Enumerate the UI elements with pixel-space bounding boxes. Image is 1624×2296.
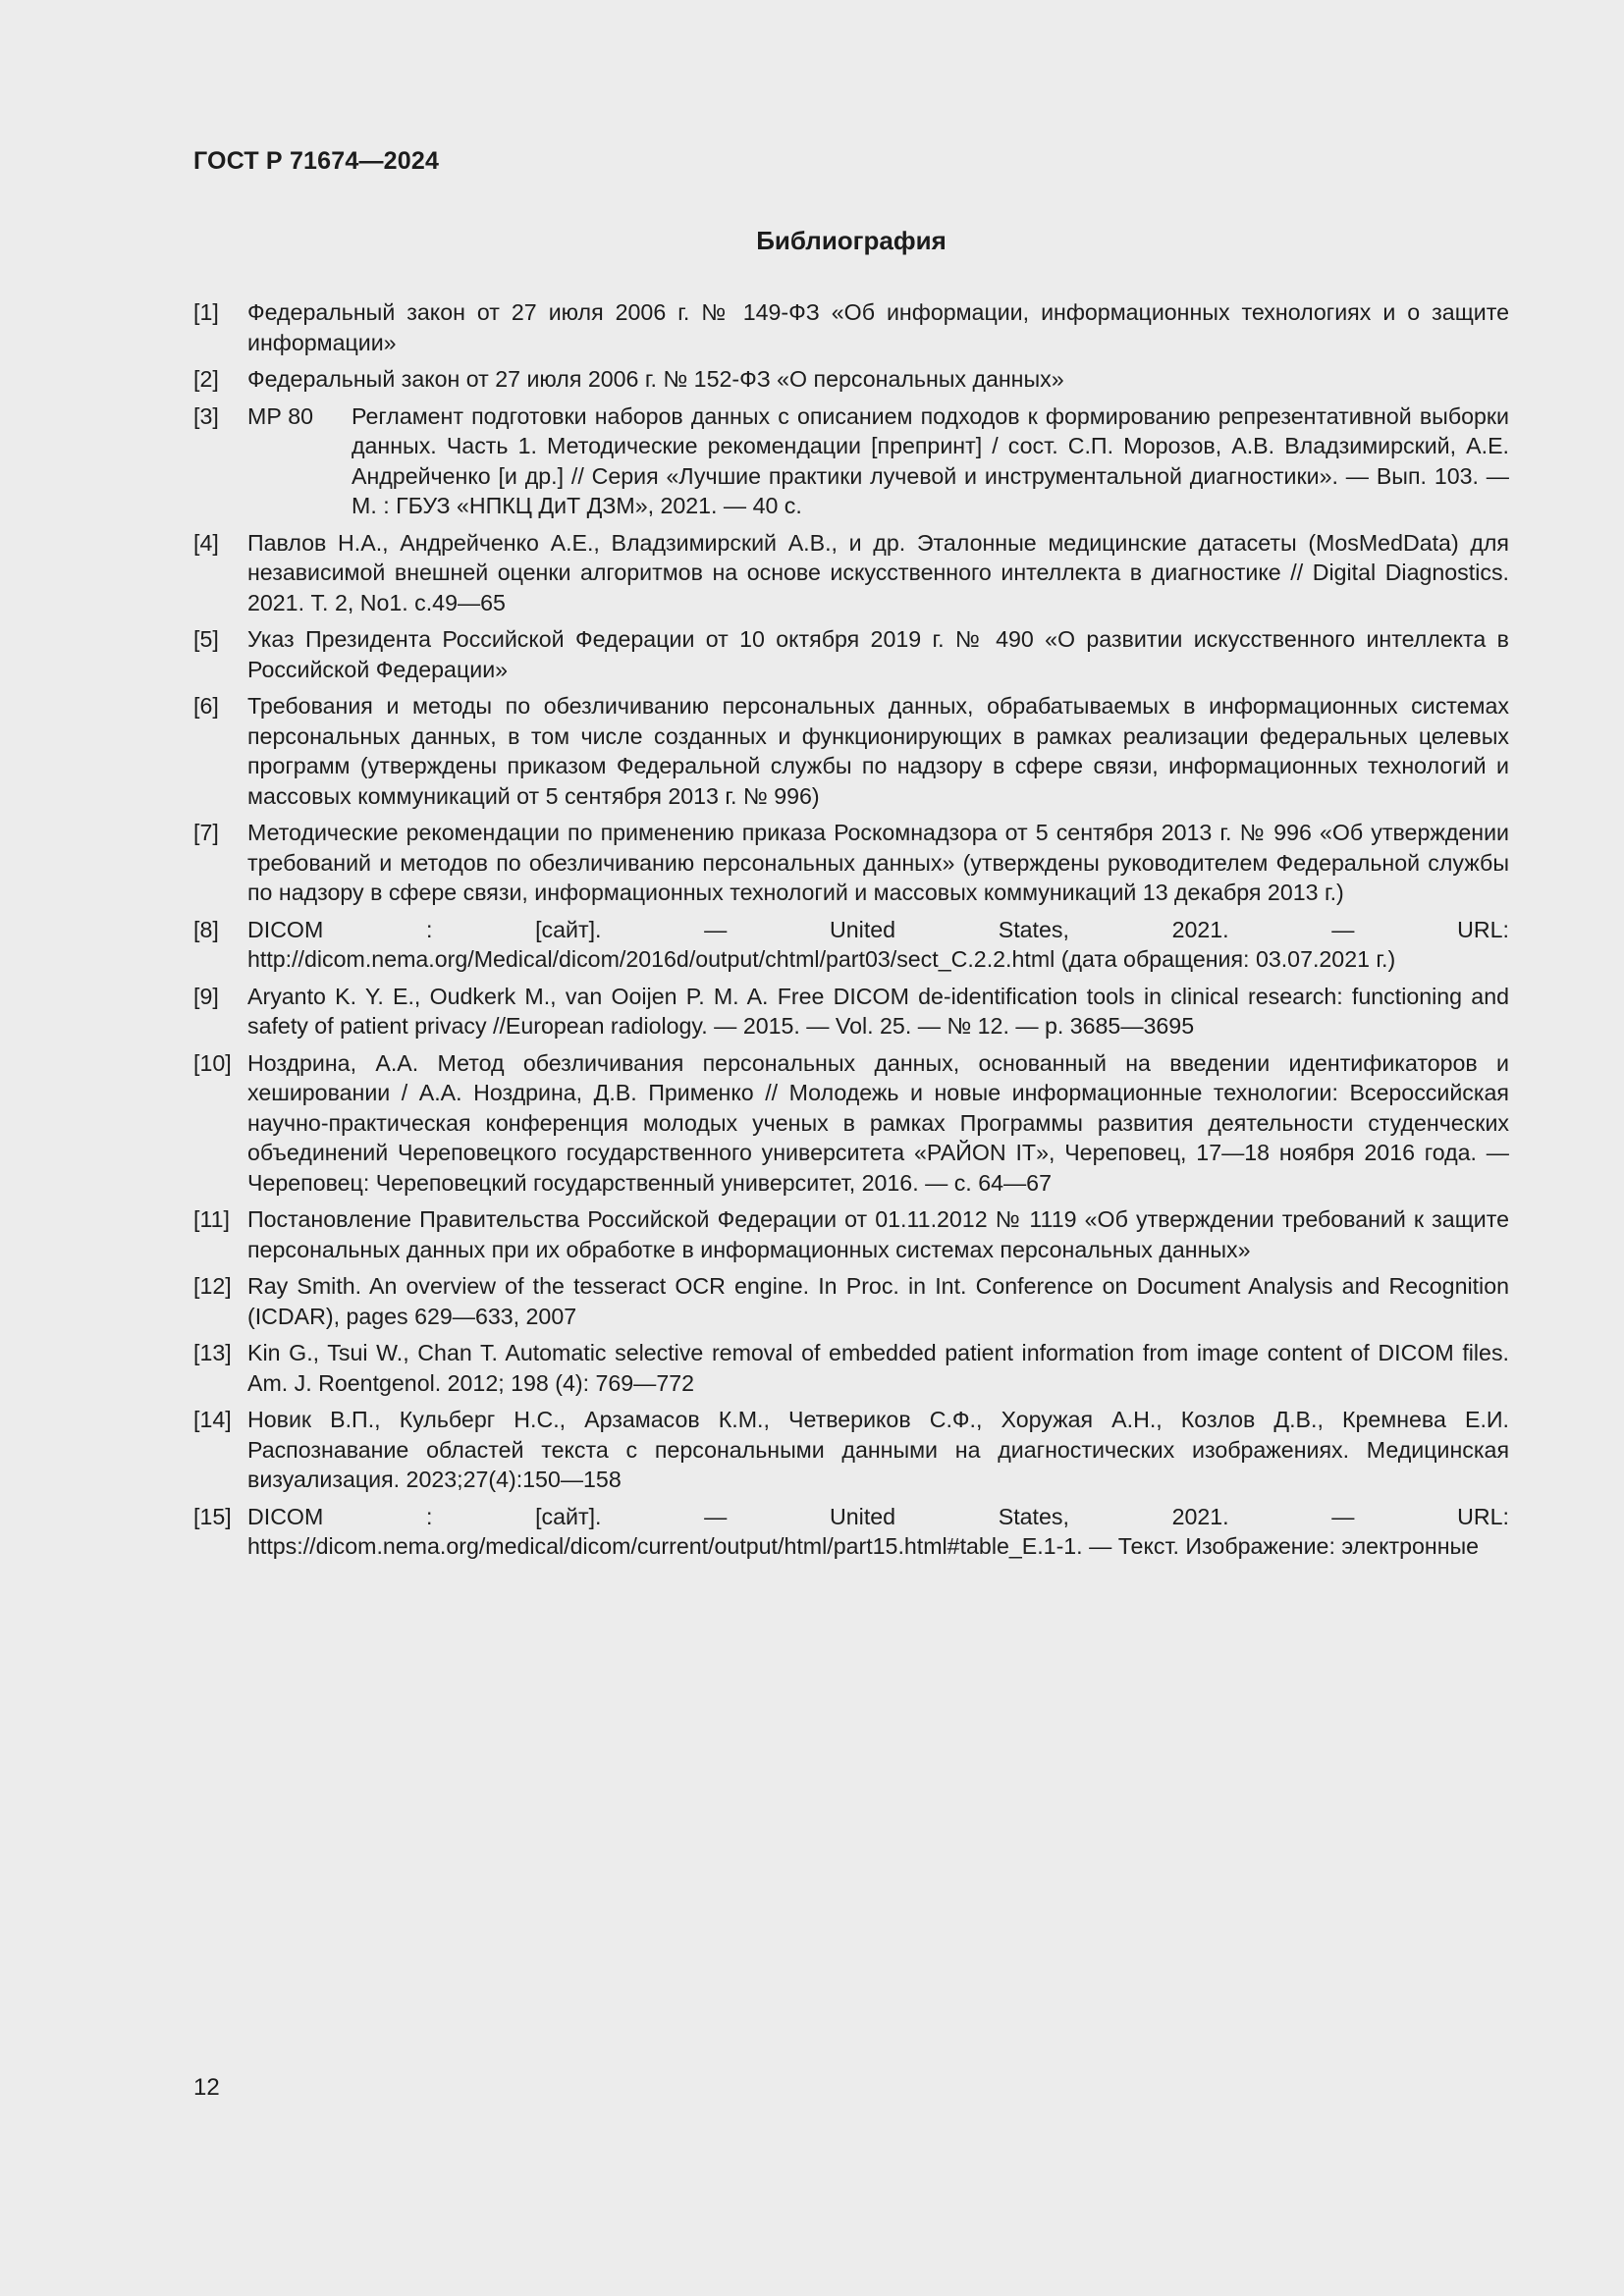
reference-number: [11] — [193, 1206, 230, 1232]
reference-number: [4] — [193, 529, 219, 556]
bibliography-item-8 — [193, 915, 1509, 975]
bibliography-item-3 — [193, 401, 1509, 521]
bibliography-item-2 — [193, 364, 1509, 395]
reference-code: МР 80 — [247, 402, 314, 429]
reference-text: Регламент подготовки наборов данных с описанием подходов к формированию репрезентативной выборки данных. Часть 1. Методические рекомендации [препринт] / сост. С.П. Морозов, А.В. Владзимирский, А.Е. Андрейченко [и др.] // Серия «Лучшие практики лучевой и инструментальной диагностики». — Вып. 103. — М. : ГБУЗ «НПКЦ ДиТ ДЗМ», 2021. — 40 с. — [352, 402, 1509, 518]
reference-number: [3] — [193, 402, 219, 429]
bibliography-item-11 — [193, 1204, 1509, 1264]
bibliography-item-10 — [193, 1048, 1509, 1199]
reference-number: [12] — [193, 1273, 232, 1299]
reference-text: DICOM : [сайт]. — United States, 2021. — URL: http://dicom.nema.org/Medical/dicom/2016d/output/chtml/part03/sect_C.2.2.html (дата обращения: 03.07.2021 г.) — [247, 916, 1509, 972]
page-number: 12 — [193, 2074, 220, 2101]
reference-number: [9] — [193, 983, 219, 1009]
reference-number: [6] — [193, 693, 219, 719]
reference-text: Ноздрина, А.А. Метод обезличивания персональных данных, основанный на введении идентификаторов и хешировании / А.А. Ноздрина, Д.В. Применко // Молодежь и новые информационные технологии: Всероссийская научно-практическая конференция молодых ученых в рамках Программы развития деятельности студенческих объединений Череповецкого государственного университета «РАЙON IT», Череповец, 17—18 ноября 2016 года. — Череповец: Череповецкий государственный университет, 2016. — с. 64—67 — [247, 1049, 1509, 1196]
reference-text: Ray Smith. An overview of the tesseract OCR engine. In Proc. in Int. Conference on Document Analysis and Recognition (ICDAR), pages 629—633, 2007 — [247, 1273, 1509, 1329]
reference-number: [1] — [193, 299, 219, 325]
reference-text: Федеральный закон от 27 июля 2006 г. № 149-ФЗ «Об информации, информационных технологиях и о защите информации» — [247, 299, 1509, 355]
reference-number: [5] — [193, 626, 219, 652]
reference-text: Kin G., Tsui W., Chan T. Automatic selective removal of embedded patient information from image content of DICOM files. Am. J. Roentgenol. 2012; 198 (4): 769—772 — [247, 1340, 1509, 1396]
bibliography-item-14 — [193, 1405, 1509, 1495]
bibliography-list — [193, 297, 1509, 1569]
reference-text: Требования и методы по обезличиванию персональных данных, обрабатываемых в информационных системах персональных данных, в том числе созданных и функционирующих в рамках реализации федеральных целевых программ (утверждены приказом Федеральной службы по надзору в сфере связи, информационных технологий и массовых коммуникаций от 5 сентября 2013 г. № 996) — [247, 693, 1509, 809]
reference-number: [10] — [193, 1049, 232, 1076]
reference-text: Методические рекомендации по применению приказа Роскомнадзора от 5 сентября 2013 г. № 996 «Об утверждении требований и методов по обезличиванию персональных данных» (утверждены руководителем Федеральной службы по надзору в сфере связи, информационных технологий и массовых коммуникаций 13 декабря 2013 г.) — [247, 820, 1509, 905]
section-title: Библиография — [756, 226, 947, 255]
bibliography-item-1 — [193, 297, 1509, 357]
bibliography-item-4 — [193, 528, 1509, 618]
reference-number: [15] — [193, 1503, 232, 1529]
reference-number: [13] — [193, 1340, 232, 1365]
bibliography-item-12 — [193, 1271, 1509, 1331]
reference-number: [14] — [193, 1407, 232, 1432]
reference-text: Федеральный закон от 27 июля 2006 г. № 152-ФЗ «О персональных данных» — [247, 366, 1064, 392]
reference-text: DICOM : [сайт]. — United States, 2021. — URL: https://dicom.nema.org/medical/dicom/current/output/html/part15.html#table_E.1-1. — Текст. Изображение: электронные — [247, 1503, 1509, 1559]
bibliography-item-13 — [193, 1338, 1509, 1398]
reference-number: [8] — [193, 916, 219, 942]
reference-text: Постановление Правительства Российской Федерации от 01.11.2012 № 1119 «Об утверждении требований к защите персональных данных при их обработке в информационных системах персональных данных» — [247, 1206, 1509, 1262]
bibliography-item-7 — [193, 818, 1509, 908]
bibliography-item-6 — [193, 691, 1509, 811]
reference-text: Павлов Н.А., Андрейченко А.Е., Владзимирский А.В., и др. Эталонные медицинские датасеты (MosMedData) для независимой внешней оценки алгоритмов на основе искусственного интеллекта в диагностике // Digital Diagnostics. 2021. Т. 2, No1. с.49—65 — [247, 529, 1509, 615]
reference-body — [247, 401, 1509, 521]
reference-number: [7] — [193, 820, 219, 845]
bibliography-item-9 — [193, 982, 1509, 1041]
reference-number: [2] — [193, 366, 219, 392]
bibliography-item-15 — [193, 1502, 1509, 1562]
reference-text: Указ Президента Российской Федерации от 10 октября 2019 г. № 490 «О развитии искусственного интеллекта в Российской Федерации» — [247, 626, 1509, 682]
reference-text: Aryanto K. Y. E., Oudkerk M., van Ooijen P. M. A. Free DICOM de-identification tools in clinical research: functioning and safety of patient privacy //European radiology. — 2015. — Vol. 25. — № 12. — p. 3685—3695 — [247, 983, 1509, 1039]
bibliography-item-5 — [193, 624, 1509, 684]
reference-text: Новик В.П., Кульберг Н.С., Арзамасов К.М., Четвериков С.Ф., Хоружая А.Н., Козлов Д.В., Кремнева Е.И. Распознавание областей текста с персональными данными на диагностических изображениях. Медицинская визуализация. 2023;27(4):150—158 — [247, 1407, 1509, 1492]
document-code: ГОСТ Р 71674—2024 — [193, 147, 440, 175]
